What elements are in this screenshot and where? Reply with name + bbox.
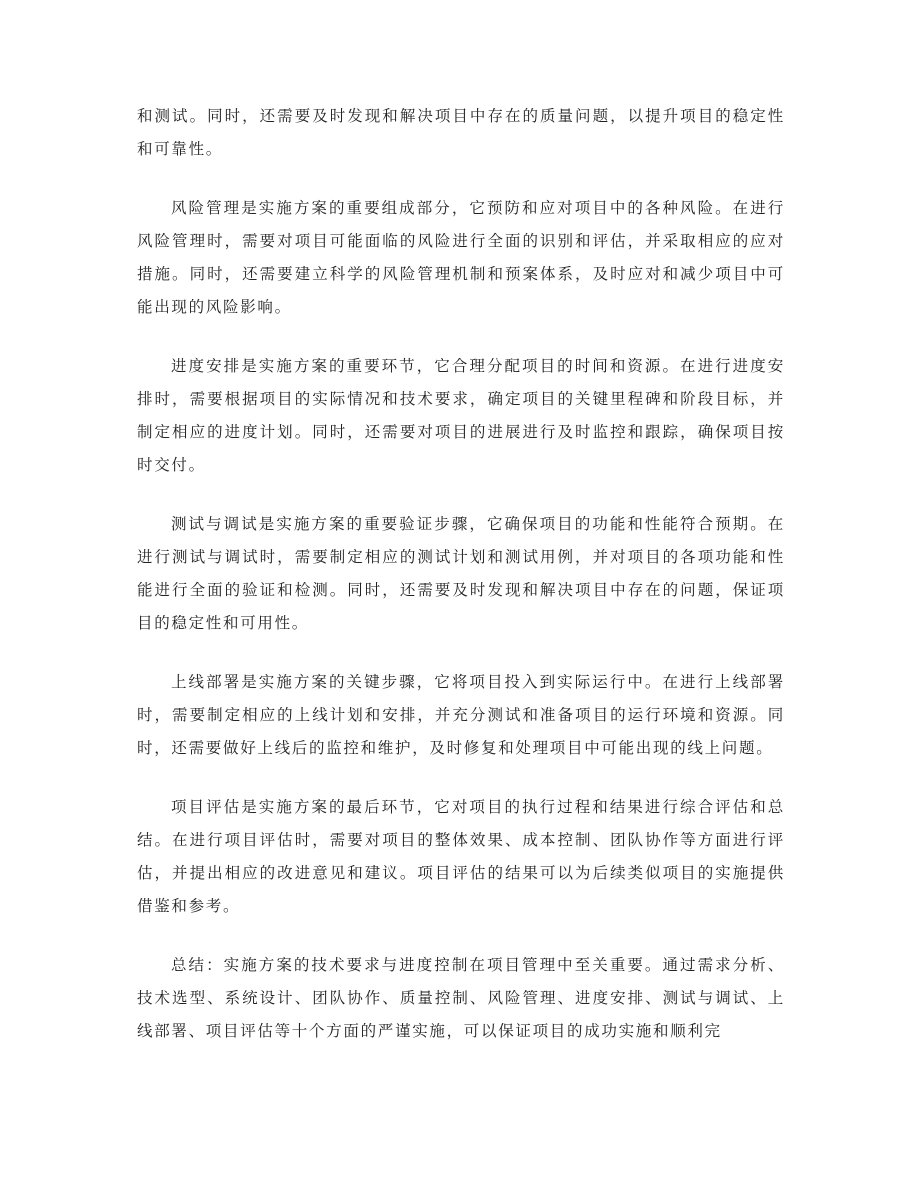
document-body	[137, 100, 785, 1074]
paragraph-schedule: 进度安排是实施方案的重要环节，它合理分配项目的时间和资源。在进行进度安排时，需要根据项目的实际情况和技术要求，确定项目的关键里程碑和阶段目标，并制定相应的进度计划。同时，还需要对项目的进展进行及时监控和跟踪，确保项目按时交付。	[137, 357, 785, 474]
paragraph-evaluation: 项目评估是实施方案的最后环节，它对项目的执行过程和结果进行综合评估和总结。在进行项目评估时，需要对项目的整体效果、成本控制、团队协作等方面进行评估，并提出相应的改进意见和建议。项目评估的结果可以为后续类似项目的实施提供借鉴和参考。	[137, 798, 785, 915]
paragraph-deployment: 上线部署是实施方案的关键步骤，它将项目投入到实际运行中。在进行上线部署时，需要制定相应的上线计划和安排，并充分测试和准备项目的运行环境和资源。同时，还需要做好上线后的监控和维护，及时修复和处理项目中可能出现的线上问题。	[137, 673, 785, 757]
paragraph-summary: 总结：实施方案的技术要求与进度控制在项目管理中至关重要。通过需求分析、技术选型、系统设计、团队协作、质量控制、风险管理、进度安排、测试与调试、上线部署、项目评估等十个方面的严谨实施，可以保证项目的成功实施和顺利完	[137, 956, 785, 1040]
paragraph-quality-end: 和测试。同时，还需要及时发现和解决项目中存在的质量问题，以提升项目的稳定性和可靠性。	[137, 107, 785, 158]
paragraph-risk-management: 风险管理是实施方案的重要组成部分，它预防和应对项目中的各种风险。在进行风险管理时，需要对项目可能面临的风险进行全面的识别和评估，并采取相应的应对措施。同时，还需要建立科学的风险管理机制和预案体系，及时应对和减少项目中可能出现的风险影响。	[137, 199, 785, 316]
paragraph-testing: 测试与调试是实施方案的重要验证步骤，它确保项目的功能和性能符合预期。在进行测试与调试时，需要制定相应的测试计划和测试用例，并对项目的各项功能和性能进行全面的验证和检测。同时，还需要及时发现和解决项目中存在的问题，保证项目的稳定性和可用性。	[137, 515, 785, 632]
